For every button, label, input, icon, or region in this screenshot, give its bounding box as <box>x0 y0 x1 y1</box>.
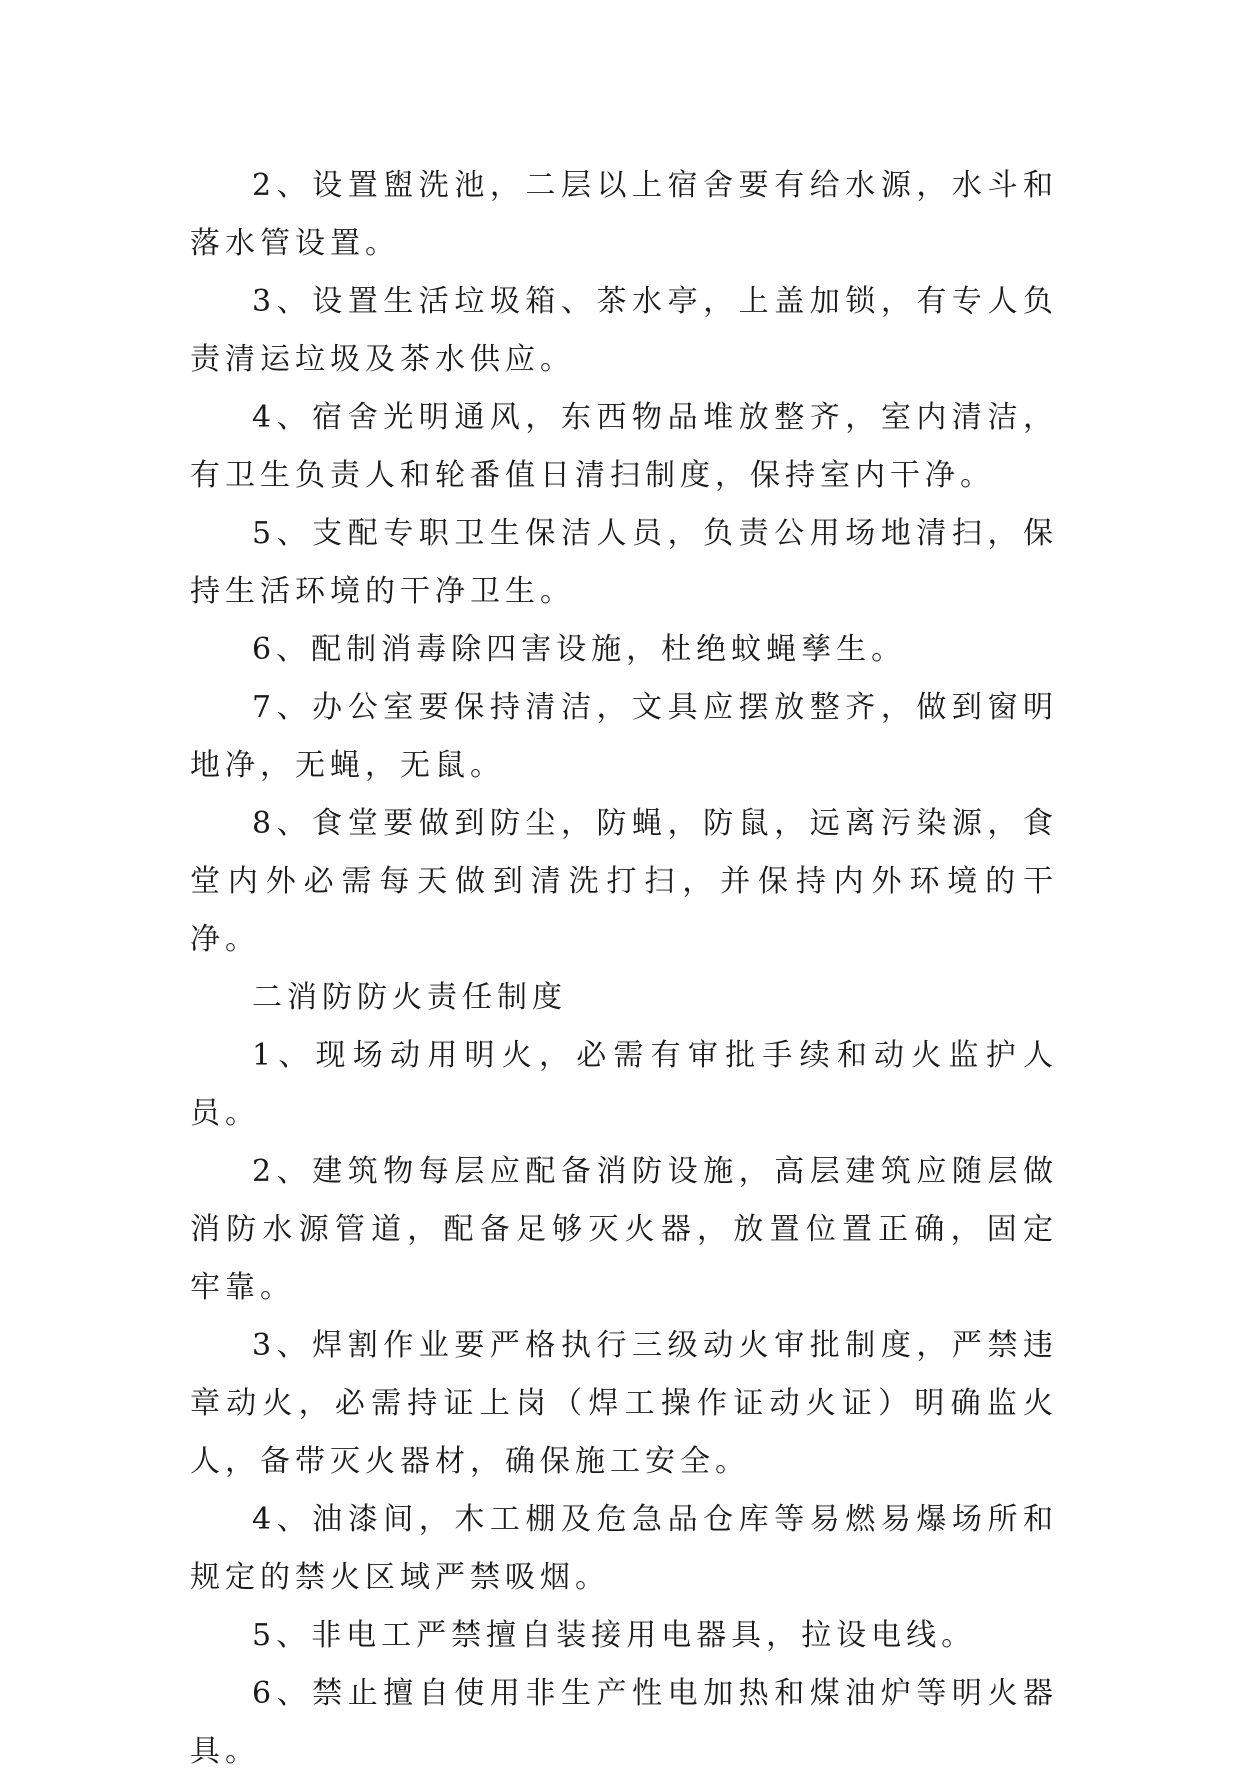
paragraph-fire-5: 5、非电工严禁擅自装接用电器具，拉设电线。 <box>252 1618 977 1653</box>
paragraph-sanitation-8: 8、食堂要做到防尘，防蝇，防鼠，远离污染源，食堂内外必需每天做到清洗打扫，并保持内外环境的干净。 <box>190 806 1058 957</box>
paragraph-fire-1: 1、现场动用明火，必需有审批手续和动火监护人员。 <box>190 1038 1058 1131</box>
paragraph-fire-6: 6、禁止擅自使用非生产性电加热和煤油炉等明火器具。 <box>190 1676 1058 1769</box>
document-body <box>190 157 1058 1781</box>
paragraph-fire-3: 3、焊割作业要严格执行三级动火审批制度，严禁违章动火，必需持证上岗（焊工操作证动火证）明确监火人，备带灭火器材，确保施工安全。 <box>190 1328 1058 1479</box>
section-heading-fire-safety: 二消防防火责任制度 <box>252 980 567 1015</box>
paragraph-sanitation-5: 5、支配专职卫生保洁人员，负责公用场地清扫，保持生活环境的干净卫生。 <box>190 516 1058 609</box>
paragraph-fire-4: 4、油漆间，木工棚及危急品仓库等易燃易爆场所和规定的禁火区域严禁吸烟。 <box>190 1502 1058 1595</box>
paragraph-sanitation-3: 3、设置生活垃圾箱、茶水亭，上盖加锁，有专人负责清运垃圾及茶水供应。 <box>190 284 1058 377</box>
paragraph-sanitation-7: 7、办公室要保持清洁，文具应摆放整齐，做到窗明地净，无蝇，无鼠。 <box>190 690 1058 783</box>
paragraph-sanitation-2: 2、设置盥洗池，二层以上宿舍要有给水源，水斗和落水管设置。 <box>190 168 1058 261</box>
paragraph-sanitation-6: 6、配制消毒除四害设施，杜绝蚊蝇孳生。 <box>252 632 907 667</box>
paragraph-fire-2: 2、建筑物每层应配备消防设施，高层建筑应随层做消防水源管道，配备足够灭火器，放置位置正确，固定牢靠。 <box>190 1154 1058 1305</box>
paragraph-sanitation-4: 4、宿舍光明通风，东西物品堆放整齐，室内清洁，有卫生负责人和轮番值日清扫制度，保持室内干净。 <box>190 400 1058 493</box>
